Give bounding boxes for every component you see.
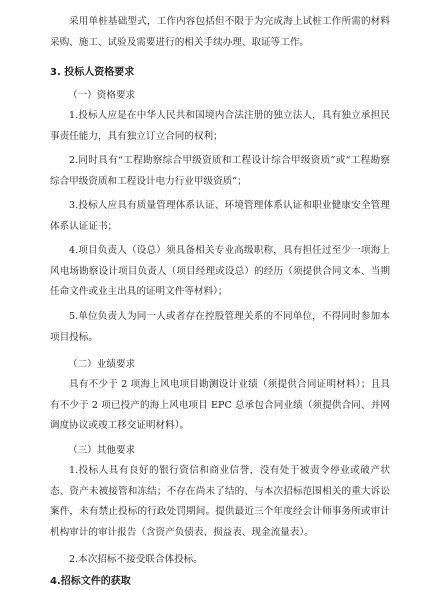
performance-paragraph: 具有不少于 2 项海上风电项目勘测设计业绩（须提供合同证明材料）；且具有不少于 2 项已投产的海上风电项目 EPC 总承包合同业绩（须提供合同、并网调度协议或竣工移交证明材料）。 — [50, 379, 390, 431]
qualification-item-2: 2.同时具有“工程勘察综合甲级资质和工程设计综合甲级资质”或“工程勘察综合甲级资质和工程设计电力行业甲级资质”； — [50, 155, 390, 187]
section-4-heading: 4.招标文件的获取 — [50, 576, 131, 587]
section-3-heading: 3. 投标人资格要求 — [50, 67, 135, 78]
other-requirements-subheading: （三）其他要求 — [68, 445, 136, 456]
other-item-2: 2.本次招标不接受联合体投标。 — [69, 554, 203, 565]
qualification-item-5: 5.单位负责人为同一人或者存在控股管理关系的不同单位，不得同时参加本项目投标。 — [50, 311, 390, 343]
qualification-item-4: 4.项目负责人（设总）须具备相关专业高级职称，具有担任过至少一项海上风电场勘察设计项目负责人（项目经理或设总）的经历（须提供合同文本、当期任命文件或业主出具的证明文件等材料）； — [50, 245, 390, 297]
other-item-1: 1.投标人具有良好的银行资信和商业信誉，没有处于被责令停业或破产状态、资产未被接管和冻结；不存在尚未了结的、与本次招标范围相关的重大诉讼案件，未有禁止投标的行政处罚期间。提供最近三个年度经会计师事务所或审计机构审计的审计报告（含资产负债表、损益表、现金流量表）。 — [50, 465, 390, 538]
qualification-item-1: 1.投标人应是在中华人民共和国境内合法注册的独立法人，具有独立承担民事责任能力，具有独立订立合同的权利； — [50, 110, 390, 142]
qualification-item-3: 3.投标人应具有质量管理体系认证、环境管理体系认证和职业健康安全管理体系认证证书； — [50, 200, 390, 232]
performance-subheading: （二）业绩要求 — [68, 359, 136, 370]
qualification-subheading: （一）资格要求 — [68, 90, 136, 101]
intro-paragraph: 采用单桩基础型式，工作内容包括但不限于为完成海上试桩工作所需的材料采购、施工、试验及需要进行的相关手续办理、取证等工作。 — [50, 16, 390, 48]
